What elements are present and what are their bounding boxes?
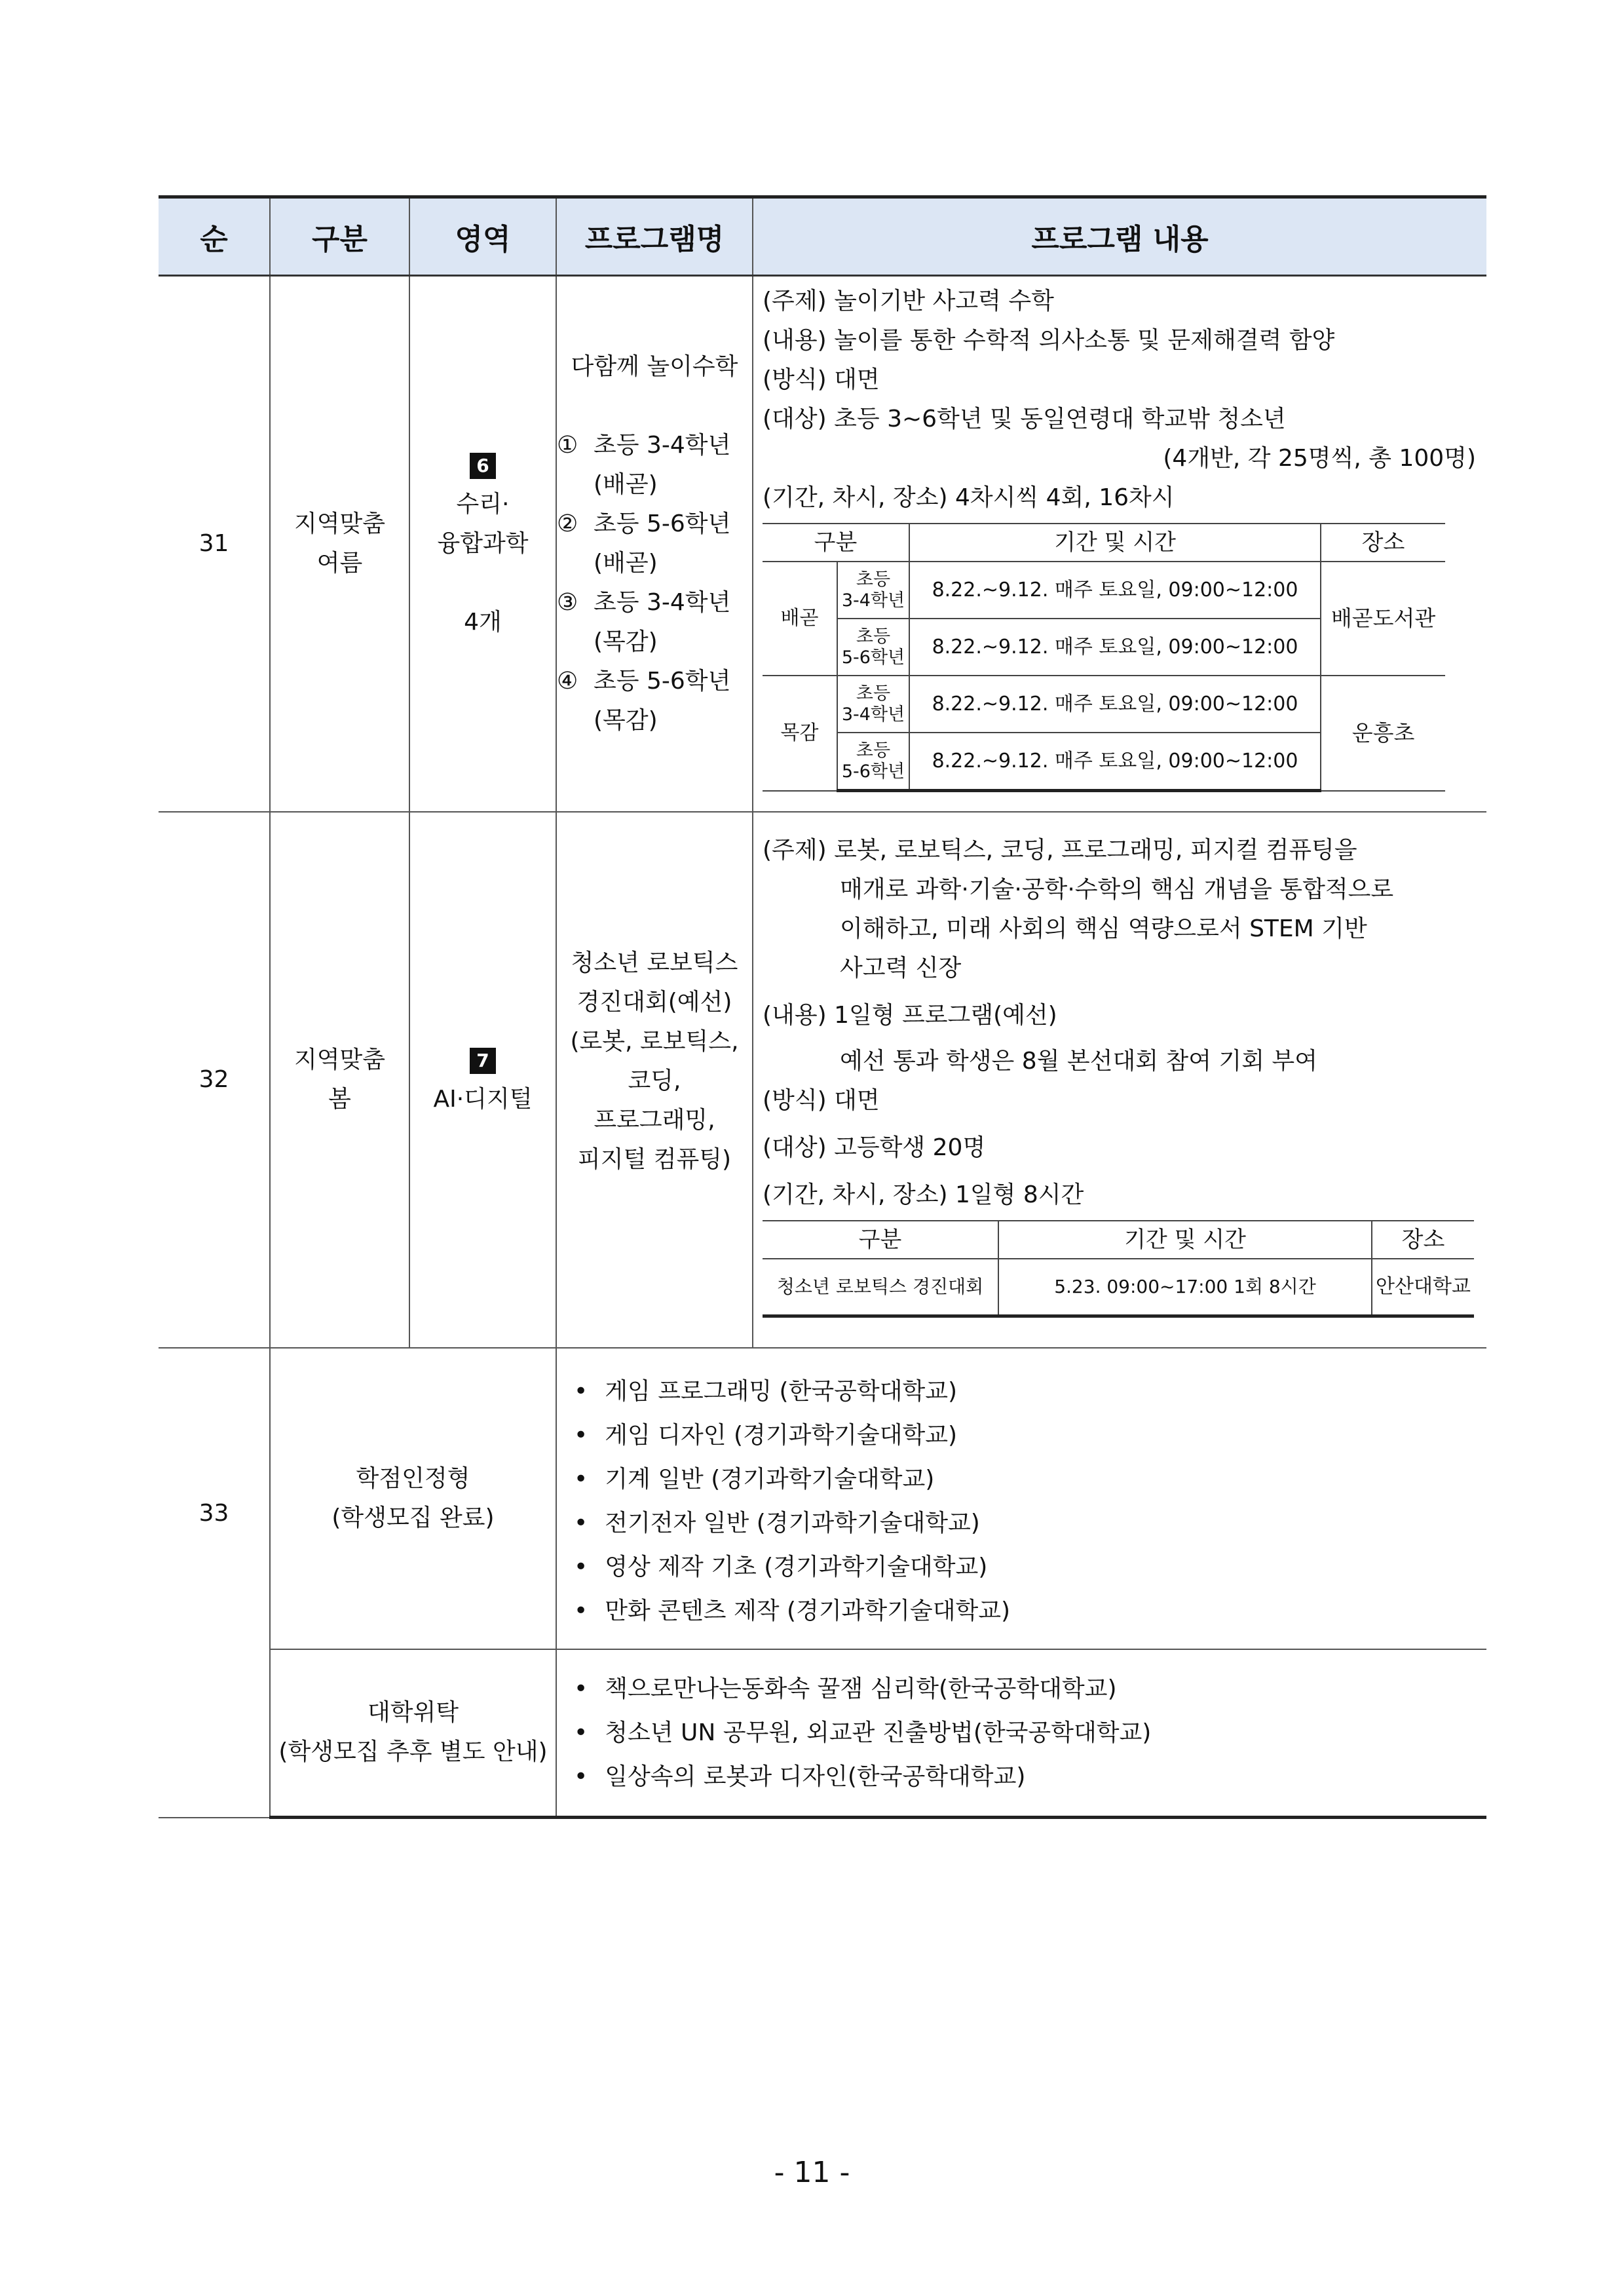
item-location: (배곧) bbox=[594, 549, 658, 577]
row-category bbox=[270, 276, 409, 812]
program-line: 경진대회(예선) bbox=[576, 988, 732, 1016]
subtable-event: 청소년 로보틱스 경진대회 bbox=[763, 1259, 998, 1316]
program-line: 코딩, bbox=[628, 1067, 681, 1094]
content-theme: (주제) 로봇, 로보틱스, 코딩, 프로그래밍, 피지컬 컴퓨팅을 bbox=[763, 836, 1357, 864]
subtable-grade: 초등 3-4학년 bbox=[837, 676, 909, 733]
program-title: 다함께 놀이수학 bbox=[571, 353, 738, 380]
subtable-place: 운흥초 bbox=[1321, 676, 1445, 791]
row-no: 31 bbox=[159, 276, 270, 812]
subtable-group: 배곧 bbox=[763, 562, 837, 676]
content-target-detail: (4개반, 각 25명씩, 총 100명) bbox=[1163, 445, 1476, 472]
header-area: 영역 bbox=[409, 197, 556, 276]
subtable-time: 8.22.~9.12. 매주 토요일, 09:00~12:00 bbox=[909, 562, 1321, 619]
subtable-grade: 초등 3-4학년 bbox=[837, 562, 909, 619]
list-item: • 청소년 UN 공무원, 외교관 진출방법(한국공학대학교) bbox=[574, 1711, 1486, 1755]
item-text: 초등 3-4학년 bbox=[594, 431, 731, 459]
subtable-time: 8.22.~9.12. 매주 토요일, 09:00~12:00 bbox=[909, 619, 1321, 676]
item-location: (목감) bbox=[594, 706, 658, 734]
subtable-place: 안산대학교 bbox=[1372, 1259, 1474, 1316]
content-schedule: (기간, 차시, 장소) 1일형 8시간 bbox=[763, 1181, 1084, 1208]
item-text: 초등 3-4학년 bbox=[594, 588, 731, 616]
schedule-table bbox=[763, 1220, 1474, 1318]
content-schedule: (기간, 차시, 장소) 4차시씩 4회, 16차시 bbox=[763, 484, 1175, 511]
content-target: (대상) 고등학생 20명 bbox=[763, 1134, 986, 1161]
program-line: 피지털 컴퓨팅) bbox=[577, 1145, 732, 1173]
content-detail: (내용) 놀이를 통한 수학적 의사소통 및 문제해결력 함양 bbox=[763, 327, 1335, 354]
area-badge: 6 bbox=[470, 453, 496, 479]
content-method: (방식) 대면 bbox=[763, 1086, 880, 1114]
content-detail: (내용) 1일형 프로그램(예선) bbox=[763, 1001, 1057, 1029]
univ-label-line: 대학위탁 bbox=[367, 1699, 459, 1727]
row-program bbox=[556, 812, 753, 1348]
item-location: (목감) bbox=[594, 628, 658, 655]
item-location: (배곧) bbox=[594, 470, 658, 498]
row-content bbox=[753, 812, 1486, 1348]
list-item: • 게임 디자인 (경기과학기술대학교) bbox=[574, 1413, 1486, 1457]
content-theme-cont: 사고력 신장 bbox=[840, 954, 962, 982]
item-text: 초등 5-6학년 bbox=[594, 510, 731, 537]
list-item: • 만화 콘텐츠 제작 (경기과학기술대학교) bbox=[574, 1589, 1486, 1633]
subtable-header: 기간 및 시간 bbox=[998, 1221, 1372, 1259]
header-category: 구분 bbox=[270, 197, 409, 276]
table-header-row bbox=[159, 197, 1486, 276]
list-item: • 기계 일반 (경기과학기술대학교) bbox=[574, 1457, 1486, 1501]
program-line: 청소년 로보틱스 bbox=[571, 949, 738, 976]
content-target: (대상) 초등 3~6학년 및 동일연령대 학교밖 청소년 bbox=[763, 406, 1286, 432]
univ-label-line: (학생모집 추후 별도 안내) bbox=[278, 1738, 548, 1766]
table-row bbox=[159, 1348, 1486, 1649]
list-item: • 책으로만나는동화속 꿀잼 심리학(한국공학대학교) bbox=[574, 1667, 1486, 1711]
subtable-grade: 초등 5-6학년 bbox=[837, 619, 909, 676]
list-item: • 게임 프로그래밍 (한국공학대학교) bbox=[574, 1369, 1486, 1413]
item-text: 초등 5-6학년 bbox=[594, 667, 731, 695]
program-table bbox=[159, 195, 1486, 1819]
row-credit-list bbox=[556, 1348, 1486, 1649]
content-theme: (주제) 놀이기반 사고력 수학 bbox=[763, 288, 1054, 315]
item-number: ① bbox=[557, 431, 578, 459]
row-area bbox=[409, 276, 556, 812]
row-univ-label bbox=[270, 1649, 556, 1818]
content-theme-cont: 매개로 과학·기술·공학·수학의 핵심 개념을 통합적으로 bbox=[840, 875, 1394, 903]
row-content bbox=[753, 276, 1486, 812]
item-number: ④ bbox=[557, 667, 578, 695]
content-method: (방식) 대면 bbox=[763, 366, 880, 393]
table-row bbox=[159, 276, 1486, 812]
list-item: • 영상 제작 기초 (경기과학기술대학교) bbox=[574, 1545, 1486, 1589]
list-item: • 일상속의 로봇과 디자인(한국공학대학교) bbox=[574, 1755, 1486, 1799]
subtable-header: 장소 bbox=[1372, 1221, 1474, 1259]
subtable-header: 기간 및 시간 bbox=[909, 524, 1321, 562]
area-count: 4개 bbox=[464, 608, 502, 636]
content-theme-cont: 이해하고, 미래 사회의 핵심 역량으로서 STEM 기반 bbox=[840, 915, 1367, 942]
header-program-name: 프로그램명 bbox=[556, 197, 753, 276]
credit-label-line: (학생모집 완료) bbox=[331, 1504, 495, 1531]
program-line: (로봇, 로보틱스, bbox=[570, 1027, 739, 1055]
row-univ-list bbox=[556, 1649, 1486, 1818]
category-line: 지역맞춤 bbox=[293, 1046, 386, 1073]
subtable-header: 구분 bbox=[763, 1221, 998, 1259]
subtable-time: 5.23. 09:00~17:00 1회 8시간 bbox=[998, 1259, 1372, 1316]
item-number: ③ bbox=[557, 588, 578, 616]
credit-label-line: 학점인정형 bbox=[356, 1464, 470, 1492]
subtable-header: 구분 bbox=[763, 524, 909, 562]
category-line: 지역맞춤 bbox=[293, 510, 386, 537]
subtable-header: 장소 bbox=[1321, 524, 1445, 562]
subtable-group: 목감 bbox=[763, 676, 837, 791]
category-line: 여름 bbox=[316, 549, 363, 577]
row-area bbox=[409, 812, 556, 1348]
subtable-time: 8.22.~9.12. 매주 토요일, 09:00~12:00 bbox=[909, 676, 1321, 733]
area-line: AI·디지털 bbox=[433, 1085, 533, 1113]
row-credit-label bbox=[270, 1348, 556, 1649]
subtable-grade: 초등 5-6학년 bbox=[837, 733, 909, 791]
area-line: 융합과학 bbox=[437, 529, 529, 557]
category-line: 봄 bbox=[328, 1085, 351, 1113]
list-item: • 전기전자 일반 (경기과학기술대학교) bbox=[574, 1501, 1486, 1545]
row-no: 32 bbox=[159, 812, 270, 1348]
row-no: 33 bbox=[159, 1348, 270, 1818]
page-number: - 11 - bbox=[774, 2156, 850, 2189]
header-no: 순 bbox=[159, 197, 270, 276]
table-row bbox=[159, 812, 1486, 1348]
program-line: 프로그래밍, bbox=[594, 1106, 715, 1134]
header-content: 프로그램 내용 bbox=[753, 197, 1486, 276]
content-detail-cont: 예선 통과 학생은 8월 본선대회 참여 기회 부여 bbox=[840, 1047, 1317, 1075]
row-program bbox=[556, 276, 753, 812]
schedule-table bbox=[763, 523, 1445, 792]
subtable-time: 8.22.~9.12. 매주 토요일, 09:00~12:00 bbox=[909, 733, 1321, 791]
area-line: 수리· bbox=[456, 490, 510, 518]
item-number: ② bbox=[557, 510, 578, 537]
table-row bbox=[159, 1649, 1486, 1818]
row-category bbox=[270, 812, 409, 1348]
subtable-place: 배곧도서관 bbox=[1321, 562, 1445, 676]
area-badge: 7 bbox=[470, 1048, 496, 1074]
